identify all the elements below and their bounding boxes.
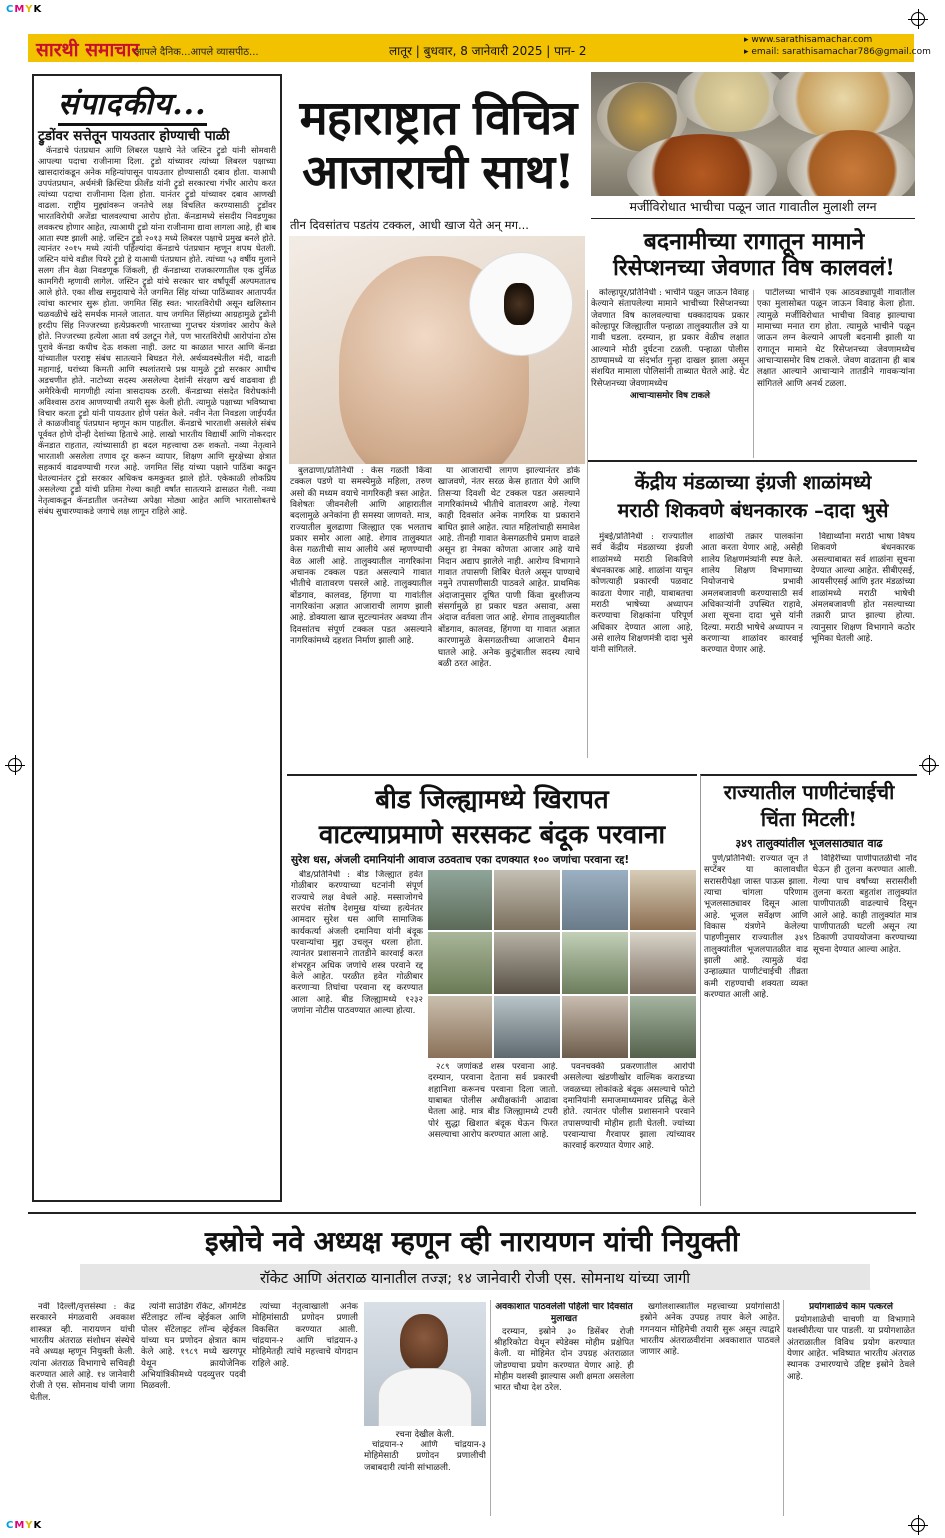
collage-image	[630, 932, 696, 994]
school-column-2	[701, 532, 803, 760]
issue-date-line: लातूर | बुधवार, 8 जानेवारी 2025 | पान- 2	[389, 44, 587, 58]
editorial-body	[38, 145, 276, 1197]
isro-paragraph-6: खगोलशास्त्रातील महत्त्वाच्या प्रयोगांसाठी इस्रोने अनेक उपग्रह तयार केले आहेत. गगनयान मोहिमेची तयारी सुरू असून त्याद्वारे भारतीय अंतराळवीरांना अवकाशात पाठवले जाणार आहे.	[640, 1302, 780, 1358]
cooking-pots-photo	[591, 72, 915, 196]
isro-crosshead-2: प्रयोगशाळेचे काम पत्करले	[809, 1302, 893, 1312]
isro-paragraph-1: नवी दिल्ली/वृत्तसंस्था : केंद्र सरकारने मंगळवारी अवकाश शास्त्रज्ञ व्ही. नारायणन यांची भारतीय अंतराळ संशोधन संस्थेचे नवे अध्यक्ष म्हणून नियुक्ती केली. त्यांना अंतराळ विभागाचे सचिवही करण्यात आले आहे. १४ जानेवारी रोजी ते एस. सोमनाथ यांची जागा घेतील.	[30, 1302, 135, 1403]
narayanan-portrait-photo	[364, 1302, 486, 1426]
newspaper-tagline: आपले दैनिक...आपले व्यासपीठ...	[134, 47, 259, 58]
column-divider	[587, 290, 588, 758]
website-text: www.sarathisamachar.com	[751, 35, 873, 45]
beed-column-3	[563, 1062, 695, 1198]
collage-image	[630, 996, 696, 1058]
school-paragraph-3: विद्यार्थ्यांना मराठी भाषा विषय शिकवणे बंधनकारक असल्याबाबत सर्व शाळांना सूचना देण्यात आल्या आहेत. सीबीएसई, आयसीएसई आणि इतर मंडळांच्या शाळांमध्ये मराठी भाषेची अंमलबजावणी होत नसल्याच्या तक्रारी प्राप्त झाल्या होत्या. त्यानुसार शिक्षण विभागाने कठोर भूमिका घेतली आहे.	[811, 532, 915, 645]
registration-mark-icon	[8, 758, 22, 772]
collage-image	[494, 932, 560, 994]
lead-headline: महाराष्ट्रात विचित्र आजाराची साथ!	[299, 91, 577, 201]
wedding-column-1	[591, 288, 749, 458]
isro-paragraph-7: प्रयोगशाळेची चाचणी या विभागाने यशस्वीरीत्या पार पाडली. या प्रयोगशाळेत अंतराळातील विविध प्रयोग करण्यात येणार आहेत. भविष्यात भारतीय अंतराळ स्थानक उभारण्याचे उद्दिष्ट इस्रोने ठेवले आहे.	[787, 1314, 915, 1382]
registration-mark-icon	[922, 758, 936, 772]
wedding-photo-caption: मर्जीविरोधात भाचीचा पळून जात गावातील मुलाशी लग्न	[629, 199, 877, 214]
isro-paragraph-2: त्यांनी साउंडिंग रॉकेट, ऑगमेंटेड सॅटेलाइट लॉन्च व्हेईकल आणि पोलर सॅटेलाइट लॉन्च व्हेईकल यांच्या घन प्रणोदन क्षेत्रात काम केले आहे. १९८९ मध्ये खरगपूर येथून क्रायोजेनिक अभियांत्रिकीमध्ये पदव्युत्तर पदवी मिळवली.	[141, 1302, 246, 1392]
column-divider	[783, 1300, 784, 1516]
wedding-column-2	[757, 288, 915, 458]
beed-column-2	[428, 1062, 558, 1198]
cmyk-y: Y	[25, 1520, 33, 1531]
wedding-crosshead: आचाऱ्यासमोर विष टाकले	[630, 391, 710, 402]
cmyk-c: C	[6, 1520, 14, 1531]
cmyk-m: M	[14, 4, 25, 15]
beed-subhead: सुरेश धस, अंजली दमानियांनी आवाज उठवताच एका दणक्यात १०० जणांचा परवाना रद्द!	[291, 854, 630, 866]
cmyk-m: M	[14, 1520, 25, 1531]
lead-paragraph-1: बुलढाणा/प्रतिनिधी : केस गळती किंवा टक्कल पडणे या समस्येमुळे महिला, तरुण असो की मध्यम वयाचे नागरिकही त्रस्त आहेत. विशेषतः जीवनशैली आणि आहारातील बदलामुळे अनेकांना ही समस्या जाणवते. मात्र, राज्यातील बुलढाणा जिल्ह्यात एक भलताच प्रकार समोर आला आहे. शेगाव तालुक्यात केस गळतीची साथ आलीये असं म्हणण्याची वेळ आली आहे. तालुक्यातील नागरिकांना अचानक टक्कल पडत असल्याने गावात भीतीचे वातावरण पसरले आहे. तालुक्यातील बोंडगाव, कालवड, हिंगणा या गावांतील नागरिकांना अज्ञात आजाराची लागण झाली आहे. डोक्याला खाज सुटल्यानंतर अवघ्या तीन दिवसांतच संपूर्ण टक्कल पडत असल्याने नागरिकांमध्ये दहशत निर्माण झाली आहे.	[290, 466, 432, 647]
registration-mark-icon	[911, 1518, 925, 1532]
school-headline-2: मराठी शिकवणे बंधनकारक –दादा भुसे	[617, 499, 889, 522]
isro-headline: इस्रोचे नवे अध्यक्ष म्हणून व्ही नारायणन यांची नियुक्ती	[204, 1225, 740, 1258]
website-link[interactable]: ▸ www.sarathisamachar.com	[744, 35, 873, 45]
wedding-paragraph-2: पाटीलच्या भाचीने एक आठवड्यापूर्वी गावातील एका मुलासोबत पळून जाऊन विवाह केला होता. त्यामुळे मर्जीविरोधात भाचीचा विवाह झाल्याचा मामाच्या मनात राग होता. त्यामुळे भाचीने पळून जाऊन लग्न केल्याने आपली बदनामी झाली या रागातून मामाने थेट रिसेप्शनच्या जेवणामध्येच आचाऱ्यासमोर विष टाकले. जेवण वाढताना ही बाब लक्षात आल्याने आचाऱ्याने तातडीने गावकऱ्यांना सांगितले आणि अनर्थ टळला.	[757, 288, 915, 389]
collage-image	[494, 996, 560, 1058]
isro-column-5	[494, 1302, 634, 1516]
isro-paragraph-4: चांद्रयान-२ आणि चांद्रयान-३ मोहिमेसाठी प्रणोदन प्रणालीची जबाबदारी त्यांनी सांभाळली.	[364, 1440, 486, 1473]
school-paragraph-2: शाळांची तक्रार पालकांना आता करता येणार आहे, असेही शालेय शिक्षणमंत्र्यांनी स्पष्ट केले. शालेय शिक्षण विभागाच्या नियोजनाचे प्रभावी अमलबजावणी करण्यासाठी सर्व अधिकाऱ्यांनी उपस्थित राहावे, अशा सूचना दादा भुसे यांनी दिल्या. मराठी भाषेचे अध्यापन न करणाऱ्या शाळांवर कारवाई करण्यात येणार आहे.	[701, 532, 803, 656]
editorial-section-title: संपादकीय...	[58, 82, 207, 126]
isro-crosshead-1: अवकाशात पाठवलेली पहिली चार दिवसांत मुलाखत	[495, 1302, 633, 1324]
editorial-headline: ट्रुडोंवर सत्तेतून पायउतार होण्याची पाळी	[38, 128, 230, 144]
isro-column-3	[252, 1302, 358, 1516]
collage-image	[428, 932, 492, 994]
wedding-headline-1: बदनामीच्या रागातून मामाने	[643, 228, 865, 255]
pot-image	[773, 72, 913, 138]
wedding-headline-2: रिसेप्शनच्या जेवणात विष कालवलं!	[613, 255, 895, 281]
lead-column-2	[438, 466, 580, 784]
collage-image	[562, 996, 628, 1058]
hair-clump-inset-image	[469, 252, 573, 356]
isro-column-6	[640, 1302, 780, 1516]
collage-image	[494, 870, 560, 930]
cmyk-k: K	[33, 4, 42, 15]
bald-head-photo	[289, 236, 585, 464]
collage-image	[630, 870, 696, 930]
cmyk-y: Y	[25, 4, 33, 15]
pot-image	[677, 72, 787, 132]
beed-paragraph-1: बीड/प्रतिनिधी : बीड जिल्ह्यात हवेत गोळीबार करण्याच्या घटनांनी संपूर्ण राज्याचे लक्ष वेधले आहे. मस्साजोगचे सरपंच संतोष देशमुख यांच्या हत्येनंतर आमदार सुरेश धस आणि सामाजिक कार्यकर्त्या अंजली दमानिया यांनी बंदूक परवान्यांचा मुद्दा उचलून धरला होता. त्यानंतर प्रशासनाने तातडीने कारवाई करत शंभरहून अधिक जणांचे शस्त्र परवाने रद्द केले आहेत. परळीत हवेत गोळीबार करणाऱ्या तिघांचा परवाना रद्द करण्यात आला आहे. बीड जिल्ह्यामध्ये १२३२ जणांना नोटीस पाठवण्यात आल्या होत्या.	[291, 870, 423, 1017]
beed-headline-1: बीड जिल्ह्यामध्ये खिरापत	[375, 785, 609, 815]
water-headline-1: राज्यातील पाणीटंचाईची	[723, 780, 895, 804]
portrait-shirt-image	[378, 1368, 472, 1426]
school-column-3	[811, 532, 915, 760]
isro-column-7	[787, 1302, 915, 1516]
isro-subhead: रॉकेट आणि अंतराळ यानातील तज्ज्ञ; १४ जानेवारी रोजी एस. सोमनाथ यांच्या जागी	[259, 1271, 691, 1287]
isro-paragraph-3: त्यांच्या नेतृत्वाखाली अनेक मोहिमांसाठी प्रणोदन प्रणाली विकसित करण्यात आली. चांद्रयान-२ आणि चांद्रयान-३ मोहिमेतही त्यांचे महत्त्वाचे योगदान राहिले आहे.	[252, 1302, 358, 1369]
collage-image	[562, 932, 628, 994]
water-headline-2: चिंता मिटली!	[760, 807, 858, 831]
water-subhead: ३४९ तालुक्यांतील भूजलसाठ्यात वाढ	[735, 837, 883, 850]
beed-paragraph-3: पवनचक्की प्रकरणातील आरोपी असलेल्या खंडणीखोर वाल्मिक कराडच्या जवळच्या लोकांकडे बंदूक असल्याचे फोटो दमानियांनी समाजमाध्यमावर प्रसिद्ध केले होते. त्यानंतर पोलीस प्रशासनाने परवाने तपासण्याची मोहीम हाती घेतली. ज्यांच्या परवान्याचा गैरवापर झाला त्यांच्यावर कारवाई करण्यात येणार आहे.	[563, 1062, 695, 1152]
collage-image	[562, 870, 628, 930]
isro-column-2	[141, 1302, 246, 1516]
cmyk-marks-top	[6, 4, 42, 15]
water-column-2	[813, 854, 917, 1198]
wedding-paragraph-1: कोल्हापूर/प्रतिनिधी : भाचीने पळून जाऊन विवाह केल्याने संतापलेल्या मामाने भाचीच्या रिसेप्शनच्या जेवणात विष कालवल्याचा धक्कादायक प्रकार कोल्हापूर जिल्ह्यातील पन्हाळा तालुक्यातील उत्रे या गावी घडला. दरम्यान, हा प्रकार वेळीच लक्षात आल्याने मोठी दुर्घटना टळली. पन्हाळा पोलीस ठाण्यामध्ये या संदर्भात गुन्हा दाखल झाला असून संशयित मामाला पोलिसांनी ताब्यात घेतले आहे. थेट रिसेप्शनच्या जेवणामध्येच	[591, 288, 749, 389]
water-column-1	[704, 854, 808, 1198]
divider	[28, 1212, 916, 1214]
lead-subhead: तीन दिवसांतच पडतंय टक्कल, आधी खाज येते अन् मग...	[290, 218, 529, 232]
column-divider	[753, 290, 754, 458]
cmyk-c: C	[6, 4, 14, 15]
beed-paragraph-2: २८९ जणांकडे शस्त्र परवाना आहे. दरम्यान, परवाना देताना सर्व प्रकारची शहानिशा करूनच परवाना दिला जातो. याबाबत पोलीस अधीक्षकांनी आढावा घेतला आहे. मात्र बीड जिल्ह्यामध्ये टपरी पोरं सुद्धा खिशात बंदूक घेऊन फिरत असल्याचा आरोप करण्यात आला आहे.	[428, 1062, 558, 1141]
newspaper-brand: सारथी समाचार	[36, 39, 140, 61]
lead-column-1	[290, 466, 432, 784]
registration-mark-icon	[911, 12, 925, 26]
school-paragraph-1: मुंबई/प्रतिनिधी : राज्यातील सर्व केंद्रीय मंडळाच्या इंग्रजी शाळांमध्ये मराठी शिकविणे बंधनकारक आहे. शाळांना याचून कोणत्याही प्रकारची पळवाट काढता येणार नाही, याबाबतचा मराठी भाषेच्या अध्यापन करण्याचा शिक्षकांना परिपूर्ण अधिकार देण्यात आला आहे, असे शालेय शिक्षणमंत्री दादा भुसे यांनी सांगितले.	[591, 532, 693, 656]
collage-image	[428, 996, 492, 1058]
email-text: email: sarathisamachar786@gmail.com	[751, 47, 931, 57]
water-paragraph-2: विहिरींच्या पाणीपातळीची नोंद घेऊन ही तुलना करण्यात आली. गेल्या पाच वर्षांच्या सरासरीशी तुलना करता बहुतांश तालुक्यांत पाणीपातळी वाढल्याचे दिसून आले आहे. काही तालुक्यांत मात्र पाणीपातळी घटली असून त्या ठिकाणी उपाययोजना करण्याच्या सूचना देण्यात आल्या आहेत.	[813, 854, 917, 955]
school-column-1	[591, 532, 693, 760]
divider	[591, 218, 915, 219]
editorial-paragraph: कॅनडाचे पंतप्रधान आणि लिबरल पक्षाचे नेते जस्टिन ट्रुडो यांनी सोमवारी आपल्या पदाचा राजीनामा दिला. ट्रुडो यांच्यावर त्यांच्या लिबरल पक्षाच्या खासदारांकडून अनेक महिन्यांपासून पायउतार होण्यासाठी दबाव होता. याआधी उपपंतप्रधान, अर्थमंत्री क्रिस्टिया फ्रीलँड यांनी ट्रुडो सरकारचा गंभीर आरोप करत त्यांच्या पदाचा राजीनामा दिला होता. यानंतर ट्रुडो यांच्यावर दबाव आणखी वाढला. राष्ट्रीय मुद्द्यांवरून जनतेचे लक्ष विचलित करण्यासाठी ट्रुडोंवर भारतविरोधी अजेंडा चालवल्याचा आरोप होता. कॅनडामध्ये संसदीय निवडणुका लवकरच होणार आहेत, त्याआधी ट्रुडो यांना राजीनामा द्यावा लागला आहे, ही बाब आता स्पष्ट झाली आहे. जस्टिन ट्रुडो २०१३ मध्ये लिबरल पक्षाचे प्रमुख बनले होते. त्यानंतर २०१५ मध्ये त्यांनी पहिल्यांदा कॅनडाचे पंतप्रधान म्हणून शपथ घेतली. जस्टिन यांचे वडील पियरे ट्रुडो हे याआधी पंतप्रधान होते. त्यांच्या ५३ वर्षीय मुलाने सलग तीन वेळा निवडणूक जिंकली, ही कॅनडाच्या राजकारणातील एक दुर्मिळ कामगिरी म्हणावी लागेल. जस्टिन ट्रुडो यांचे सरकार चार वर्षांपूर्वी अल्पमतातच आले होते. एका शीख समुदायाचे नेते जगमित सिंह यांच्या पाठिंब्यावर आतापर्यंत त्यांचा कारभार सुरू होता. जगमित सिंह स्वत: भारतविरोधी असून खलिस्तान चळवळीचे खंदे समर्थक मानले जातात. याच जगमित सिंहांच्या आग्रहामुळे ट्रुडोंनी हरदीप सिंह निज्जरच्या हत्येप्रकरणी भारताच्या गुप्तचर यंत्रणांवर आरोप केले होते. निज्जरच्या हत्येला आता वर्ष उलटून गेले, पण भारतविरोधी आरोपांना ठोस पुरावे कॅनडा कधीच देऊ शकला नाही. उलट या काळात भारत आणि कॅनडा यांच्यातील परराष्ट्र संबंध सातत्याने बिघडत गेले. अर्थव्यवस्थेतील मंदी, वाढती महागाई, घरांच्या किमती आणि स्थलांतराचे प्रश्न यामुळे ट्रुडो सरकार आधीच अडचणीत होते. नाटोच्या सदस्य असलेल्या देशांनी संरक्षण खर्च वाढवावा ही अमेरिकेची मागणीही त्यांना त्रासदायक ठरली. कॅनडाच्या संसदेत विरोधकांनी अविश्वास ठराव आणण्याची तयारी सुरू केली होती. त्यामुळे पक्षाच्या भविष्याचा विचार करता ट्रुडो यांनी पायउतार होणे पसंत केले. नवीन नेता निवडला जाईपर्यंत ते काळजीवाहू पंतप्रधान म्हणून काम पाहतील. कॅनडाचे भारताशी असलेले संबंध पूर्ववत होणे दोन्ही देशांच्या हिताचे आहे. लाखो भारतीय विद्यार्थी आणि नोकरदार कॅनडात राहतात, त्यांच्यासाठी हा बदल महत्त्वाचा ठरू शकतो. नव्या नेतृत्वाने भारताशी असलेला तणाव दूर करून व्यापार, शिक्षण आणि सुरक्षेच्या क्षेत्रात सहकार्य वाढवण्याची गरज आहे. जगमित सिंह यांच्या पक्षाने पाठिंबा काढून घेतल्यानंतर ट्रुडो सरकार अधिकच कमकुवत झाले होते. एकेकाळी लोकप्रिय असलेल्या ट्रुडो यांची प्रतिमा गेल्या काही वर्षांत सातत्याने ढासळत गेली. नव्या नेतृत्वाकडून कॅनडातील जनतेच्या अपेक्षा मोठ्या आहेत आणि भारतासोबतचे संबंध सुधारण्याकडे जगाचे लक्ष लागून राहिले आहे.	[38, 145, 276, 516]
isro-paragraph-5: दरम्यान, इस्रोने ३० डिसेंबर रोजी श्रीहरिकोटा येथून स्पेडेक्स मोहीम प्रक्षेपित केली. या मोहिमेत दोन उपग्रह अंतराळात जोडण्याचा प्रयोग करण्यात येणार आहे. ही मोहीम यशस्वी झाल्यास अशी क्षमता असलेला भारत चौथा देश ठरेल.	[494, 1326, 634, 1394]
isro-column-1	[30, 1302, 135, 1516]
column-divider	[490, 1300, 491, 1516]
email-link[interactable]: ▸ email: sarathisamachar786@gmail.com	[744, 47, 931, 57]
water-paragraph-1: पुणे/प्रतिनिधी: राज्यात जून ते सप्टेंबर या कालावधीत सरासरीपेक्षा जास्त पाऊस झाला. त्याचा चांगला परिणाम भूजलसाठ्यावर दिसून आला आहे. भूजल सर्वेक्षण आणि विकास यंत्रणेने केलेल्या पाहणीनुसार राज्यातील ३४९ तालुक्यांतील भूजलपातळीत वाढ झाली आहे. त्यामुळे यंदा उन्हाळ्यात पाणीटंचाईची तीव्रता कमी राहण्याची शक्यता व्यक्त करण्यात आली आहे.	[704, 854, 808, 1001]
cmyk-k: K	[33, 1520, 42, 1531]
portrait-face-image	[400, 1314, 448, 1372]
beed-column-1	[291, 870, 423, 1198]
cmyk-marks-bottom	[6, 1520, 42, 1531]
lead-paragraph-2: या आजाराची लागण झाल्यानंतर डोके खाजवणे, नंतर सरळ केस हातात येणे आणि तिसऱ्या दिवशी थेट टक्कल पडत असल्याने नागरिकांमध्ये भीतीचे वातावरण आहे. गेल्या काही दिवसांत अनेक नागरिक या प्रकाराने बाधित झाले आहेत. त्यात महिलांचाही समावेश आहे. तीनही गावात केसगळतीचे प्रमाण वाढले असून हा नेमका कोणता आजार आहे याचे निदान अद्याप झालेले नाही. आरोग्य विभागाने गावात तपासणी शिबिर घेतले असून पाण्याचे नमुने तपासणीसाठी पाठवले आहेत. प्राथमिक अंदाजानुसार दूषित पाणी किंवा बुरशीजन्य संसर्गामुळे हा प्रकार घडत असावा, असा अंदाज वर्तवला जात आहे. शेगाव तालुक्यातील बोंडगाव, कालवड, हिंगणा या गावात अज्ञात कारणामुळे केसगळतीच्या आजाराने थैमान घातले आहे. अनेक कुटुंबातील सदस्य त्याचे बळी ठरत आहेत.	[438, 466, 580, 669]
beed-headline-2: वाटल्याप्रमाणे सरसकट बंदूक परवाना	[318, 820, 666, 850]
isro-column-4	[364, 1440, 486, 1516]
isro-photo-caption: रचना देखील केली.	[395, 1430, 455, 1440]
gun-license-photo-collage	[428, 870, 696, 1058]
pot-image	[787, 130, 915, 196]
collage-image	[428, 870, 492, 930]
school-headline-1: केंद्रीय मंडळाच्या इंग्रजी शाळांमध्ये	[634, 471, 872, 494]
